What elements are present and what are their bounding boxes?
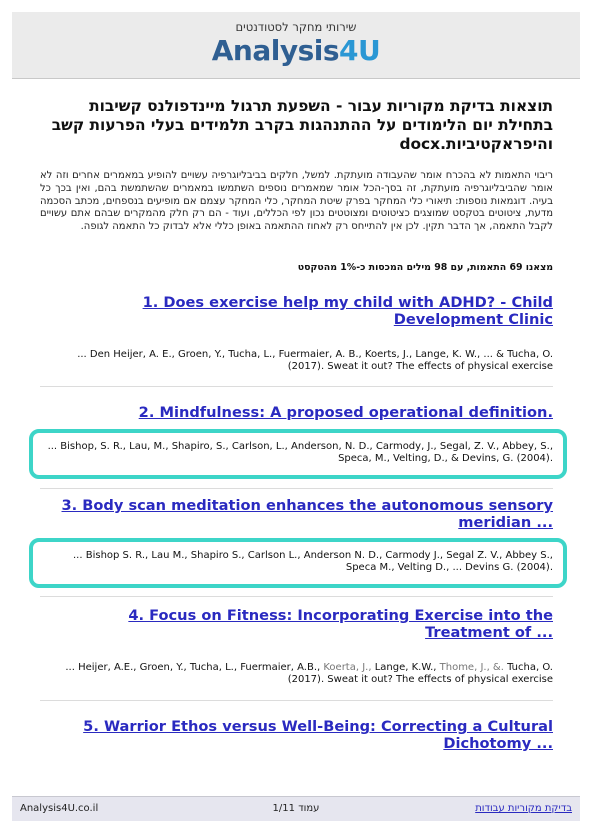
logo-main-text: Analysis <box>211 34 340 67</box>
result-citation-3: ... Bishop S. R., Lau M., Shapiro S., Carlson L., Anderson N. D., Carmody J., Segal Z. V., Abbey S., Speca M., Velting D., ... Devins G. (2004). <box>73 550 553 573</box>
result-link-1[interactable]: 1. Does exercise help my child with ADHD? - Child Development Clinic <box>142 294 553 328</box>
divider <box>40 700 553 701</box>
report-header <box>12 12 580 79</box>
citation-part: Tucha, O. (2017). Sweat it out? The effects of physical exercise <box>287 662 553 685</box>
result-title-2[interactable] <box>40 404 553 421</box>
citation-part: Lange, K.W., <box>374 662 440 673</box>
citation-part-grey: Thome, J., &. <box>439 662 508 673</box>
result-citation-1: ... Den Heijer, A. E., Groen, Y., Tucha, L., Fuermaier, A. B., Koerts, J., Lange, K. W., ... & Tucha, O. (2017). Sweat it out? The effects of physical exercise <box>77 349 553 372</box>
divider <box>40 488 553 489</box>
citation-part: ... Heijer, A.E., Groen, Y., Tucha, L., Fuermaier, A.B., <box>65 662 324 673</box>
report-footer <box>12 796 580 821</box>
report-title: תוצאות בדיקת מקוריות עבור - השפעת תרגול מיינדפולנס קשיבות בתחילת יום הלימודים על ההתנהגות בקרב תלמידים בעלי הפרעות קשב והיפראקטיביות.docx <box>51 97 553 153</box>
header-tagline: שירותי מחקר לסטודנטים <box>235 20 357 34</box>
result-link-2[interactable]: 2. Mindfulness: A proposed operational definition. <box>138 404 553 421</box>
match-summary: מצאנו 69 התאמות, עם 98 מילים המכסות כ-1% מהטקסט <box>297 262 553 273</box>
result-title-3[interactable] <box>40 497 553 531</box>
result-link-4[interactable]: 4. Focus on Fitness: Incorporating Exercise into the Treatment of ... <box>128 607 553 641</box>
footer-link[interactable]: בדיקת מקוריות עבודות <box>475 803 572 814</box>
divider <box>40 386 553 387</box>
divider <box>40 596 553 597</box>
result-title-4[interactable] <box>40 607 553 641</box>
result-title-1[interactable] <box>40 294 553 328</box>
result-link-3[interactable]: 3. Body scan meditation enhances the autonomous sensory meridian ... <box>61 497 553 531</box>
citation-part-grey: Koerta, J., <box>323 662 375 673</box>
analysis4u-logo[interactable] <box>12 34 580 68</box>
footer-site: Analysis4U.co.il <box>20 803 99 814</box>
logo-accent-text: 4U <box>339 34 381 67</box>
result-link-5[interactable]: 5. Warrior Ethos versus Well-Being: Correcting a Cultural Dichotomy ... <box>83 718 553 752</box>
result-citation-4 <box>40 662 553 686</box>
footer-page-number: עמוד 1/11 <box>272 803 320 814</box>
report-intro: ריבוי התאמות לא בהכרח אומר שהעבודה מועתקת. למשל, חלקים בביבליוגרפיה עשויים להופיע במאמרים אחרים וזה לא אומר שהביבליוגרפיה מועתקת, זה בסך-הכל אומר שמאמרים נוספים השתמשו במאמרים שהשתמשת בהם, ואין בכך כל בעיה. דוגמאות נוספות: תיאורי כלי המחקר בפרק שיטת המחקר, כלי המחקר עצמם אם מופיעים בנספחים, מכתב הסכמה מדעת, ציטוטים בטקסט שמוצגים כציטוטים ומצוטטים נכון לפי הכללים, ועוד - הם רק חלק מהמקרים שבהם אתם עשויים לקבל התאמה, אך הדבר תקין. לכן אין להתייחס רק לאחוז ההתאמה באופן כללי אלא לבדוק כל התאמה לגופה. <box>40 170 553 233</box>
result-title-5[interactable] <box>40 718 553 752</box>
result-citation-2: ... Bishop, S. R., Lau, M., Shapiro, S., Carlson, L., Anderson, N. D., Carmody, J., Segal, Z. V., Abbey, S., Speca, M., Velting, D., & Devins, G. (2004). <box>47 441 553 464</box>
